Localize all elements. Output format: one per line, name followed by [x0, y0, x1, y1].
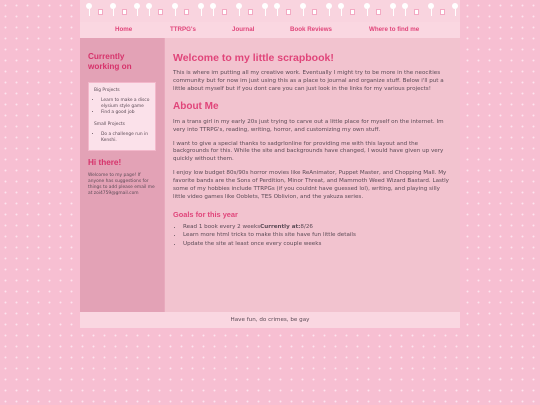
pin-icon [300, 3, 306, 15]
pin-icon [452, 3, 458, 15]
pin-icon [390, 3, 396, 15]
card-icon [376, 9, 381, 15]
card-icon [248, 9, 253, 15]
pin-icon [262, 3, 268, 15]
about-paragraph-1: Im a trans girl in my early 20s just trying to carve out a little place for myself on the internet. Im very into TTRPG's, reading, writing, horror, and customizing my own stuff. [173, 118, 444, 133]
about-title: About Me [173, 100, 219, 112]
nav-ttrpgs[interactable]: TTRPG's [170, 26, 196, 33]
sidebar-note: Welcome to my page! If anyone has suggestions for things to add please email me at zoi4759@gmail.com [88, 173, 155, 196]
nav-journal[interactable]: Journal [232, 26, 255, 33]
big-projects-list [101, 98, 150, 116]
pin-icon [236, 3, 242, 15]
sidebar-hi-title: Hi there! [88, 158, 122, 167]
goals-title: Goals for this year [173, 209, 238, 219]
card-icon [350, 9, 355, 15]
list-item: • Learn more html tricks to make this site have fun little details [183, 231, 452, 240]
card-icon [122, 9, 127, 15]
pin-icon [402, 3, 408, 15]
list-item: • Do a challenge run in Kenshi. [101, 132, 150, 144]
nav-where-to-find-me[interactable]: Where to find me [369, 26, 420, 33]
pin-icon [110, 3, 116, 15]
nav-home[interactable]: Home [115, 26, 133, 33]
pin-icon [274, 3, 280, 15]
card-icon [222, 9, 227, 15]
sidebar [80, 38, 164, 312]
big-projects-label: Big Projects [94, 88, 120, 93]
list-item: • Find a good job [101, 110, 150, 116]
about-paragraph-3: I enjoy low budget 80s/90s horror movies like ReAnimator, Puppet Master, and Chopping Mall. My favorite bands are the Sons of Perdition, Minor Threat, and Mammoth Weed Wizard Bastard. Lastly some of my hobbies include TTRPGs (if you couldnt have guessed lol), writing, and playing silly little video games like Ooblets, TES Oblivion, and the yakuza series. [173, 170, 449, 200]
pin-icon [86, 3, 92, 15]
content-area [80, 38, 460, 312]
goal-progress-label: Currently at: [260, 223, 301, 230]
pin-icon [428, 3, 434, 15]
pin-icon [338, 3, 344, 15]
header-banner [80, 0, 460, 22]
small-projects-label: Small Projects [94, 122, 125, 127]
about-paragraph-2: I want to give a special thanks to sadgrlonline for providing me with this layout and the backgrounds for this. While the site and backgrounds have changed, I would have given up very quickly without them. [173, 140, 444, 163]
pin-icon [146, 3, 152, 15]
list-item [183, 223, 452, 232]
card-icon [312, 9, 317, 15]
pin-icon [326, 3, 332, 15]
card-icon [286, 9, 291, 15]
card-icon [158, 9, 163, 15]
sidebar-working-title: Currently working on [88, 52, 132, 71]
pin-icon [172, 3, 178, 15]
list-item: • Learn to make a disco elysium style game [101, 98, 150, 110]
pin-icon [364, 3, 370, 15]
goals-list [183, 223, 452, 249]
card-icon [440, 9, 445, 15]
card-icon [414, 9, 419, 15]
page-title: Welcome to my little scrapbook! [173, 52, 334, 64]
goal-text: Read 1 book every 2 weeks [183, 223, 261, 230]
list-item: • Update the site at least once every couple weeks [183, 240, 452, 249]
projects-box [88, 82, 156, 151]
footer: Have fun, do crimes, be gay [80, 312, 460, 328]
main-content [164, 38, 460, 312]
card-icon [98, 9, 103, 15]
nav-bar [80, 22, 460, 38]
goal-progress-value: 8/26 [300, 223, 313, 230]
card-icon [184, 9, 189, 15]
nav-book-reviews[interactable]: Book Reviews [290, 26, 332, 33]
intro-paragraph: This is where im putting all my creative work. Eventually I might try to be more in the neocities community but for now im just using this as a place to journal and organize stuff. Below i'll put a little about myself but if you dont care you can just look in the links for my various projects! [173, 70, 444, 92]
small-projects-list [101, 132, 150, 144]
pin-icon [134, 3, 140, 15]
pin-icon [210, 3, 216, 15]
pin-icon [198, 3, 204, 15]
page-container [80, 0, 460, 405]
